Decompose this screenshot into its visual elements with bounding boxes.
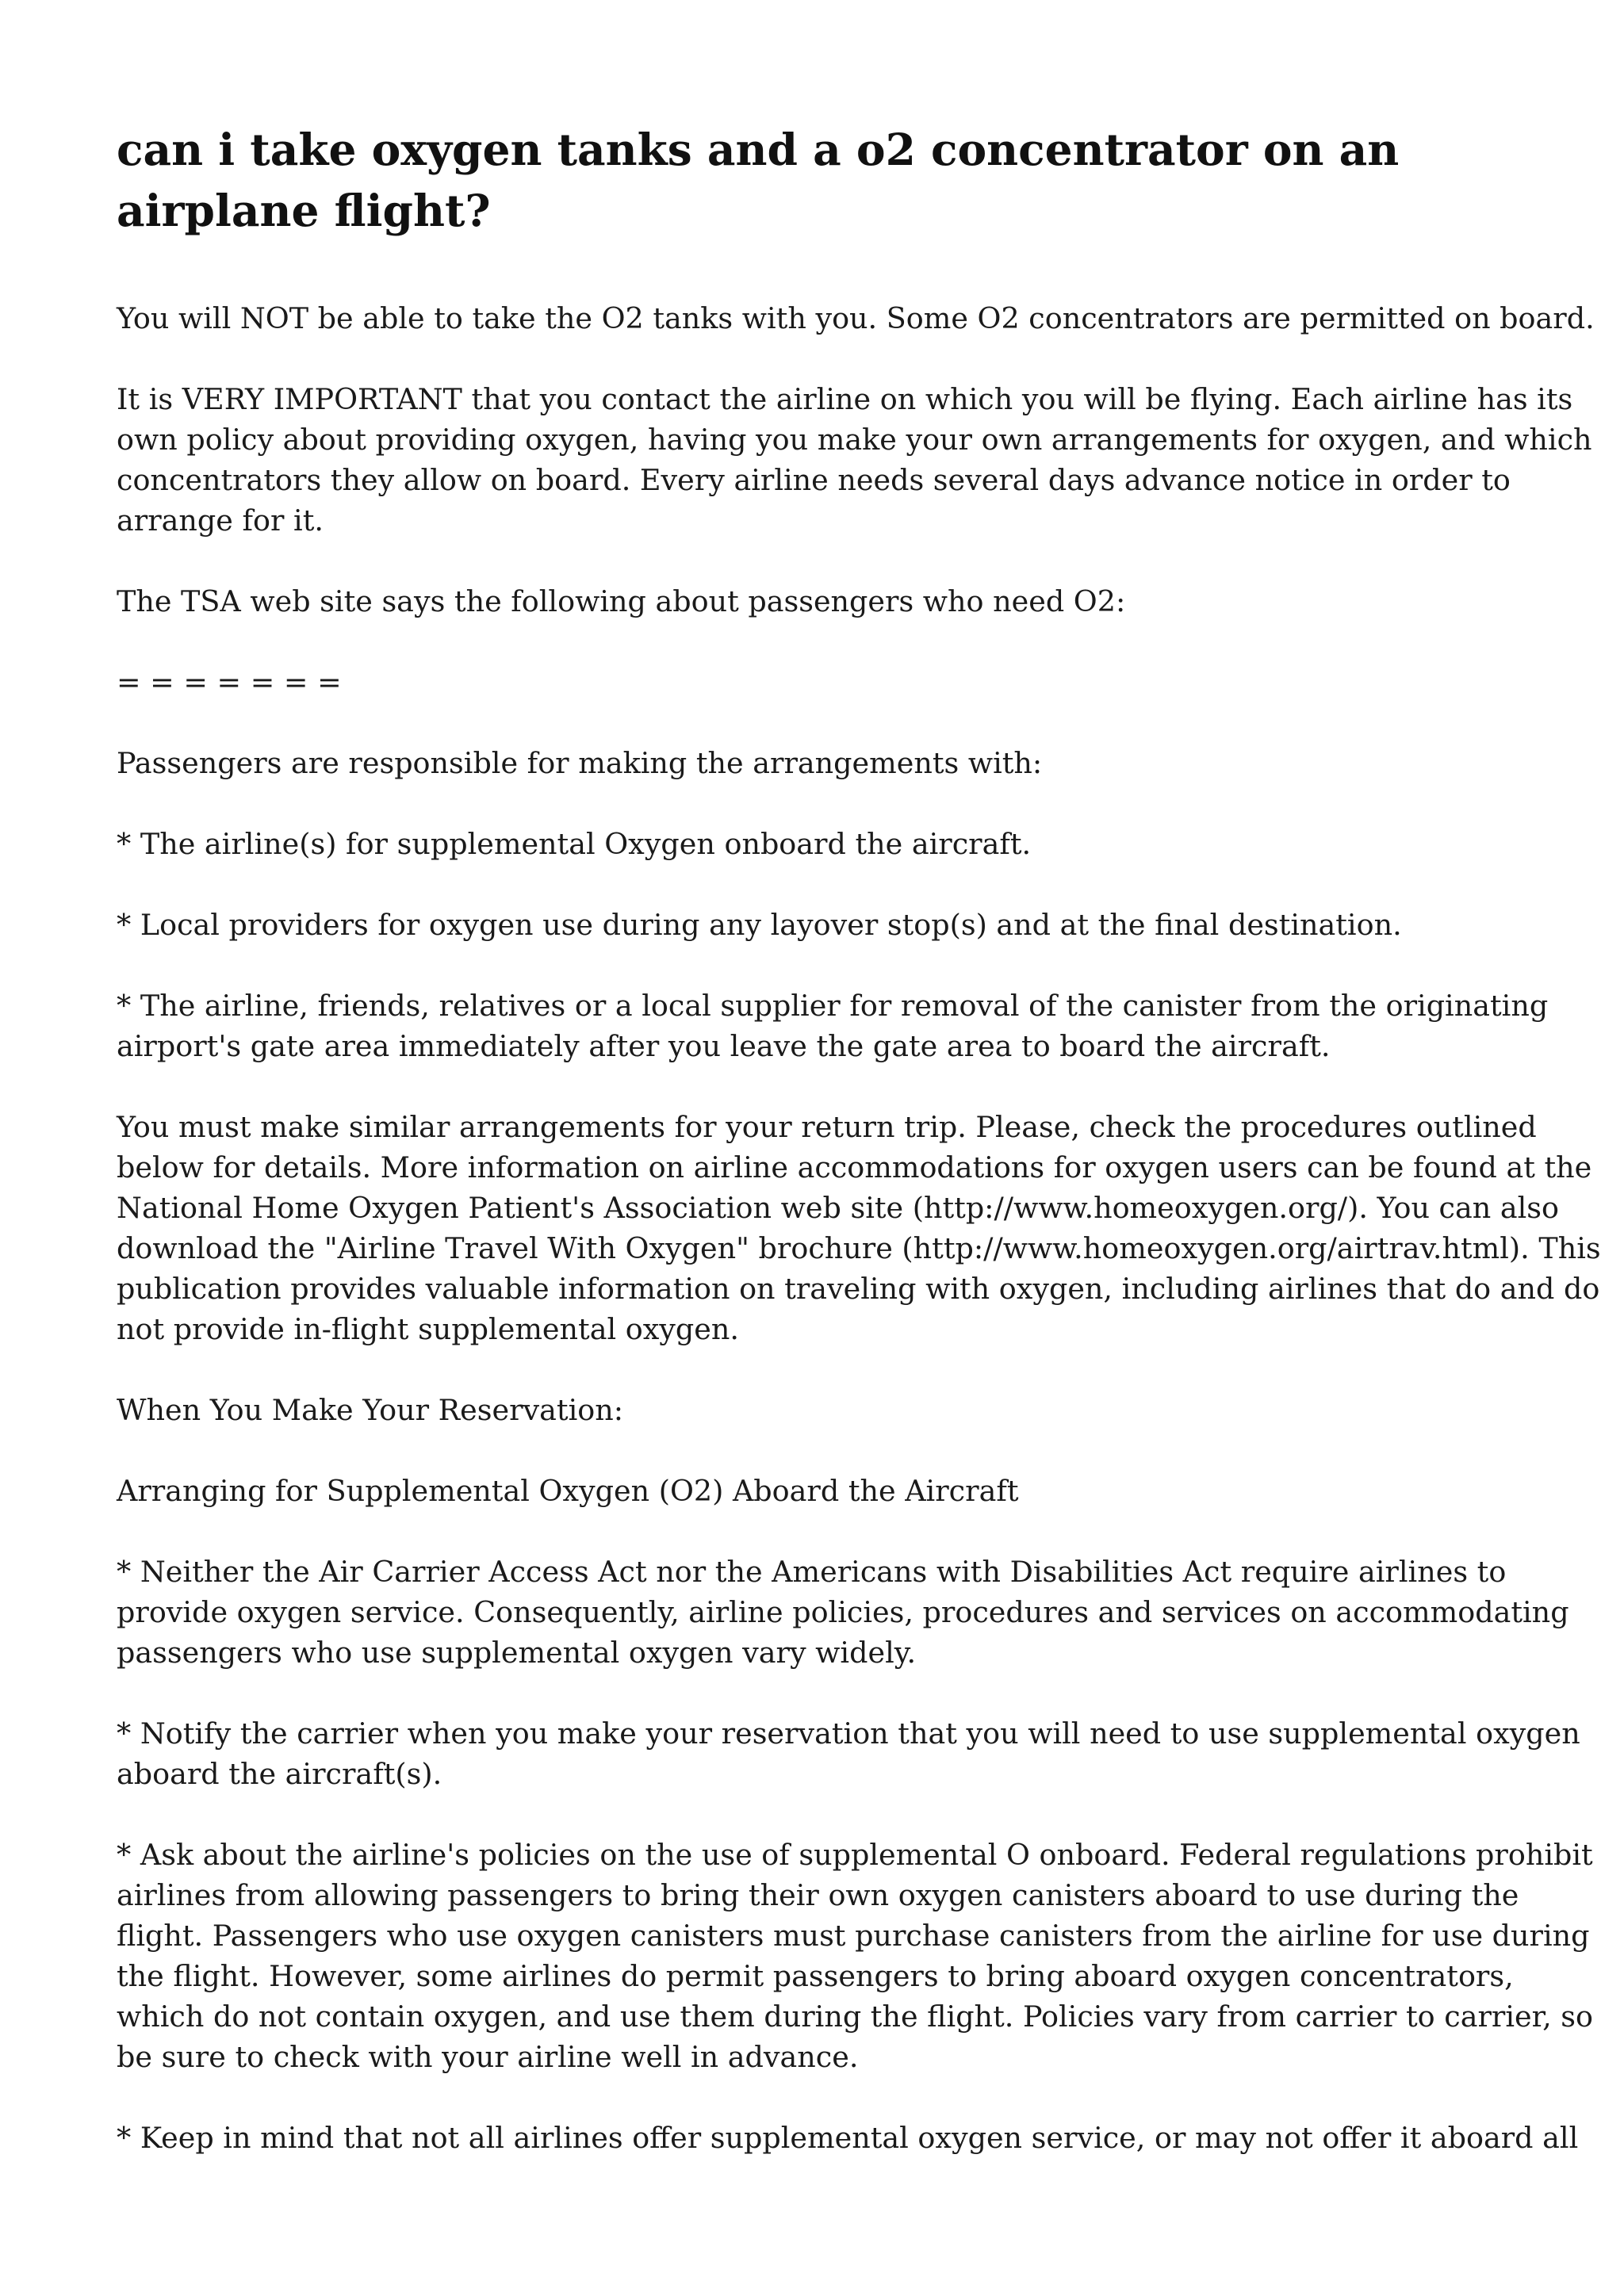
text-line: The TSA web site says the following about passengers who need O2: [117,584,1126,618]
text-line: * Notify the carrier when you make your reservation that you will need to use supplemental oxygen [117,1716,1580,1751]
text-line: airlines from allowing passengers to bring their own oxygen canisters aboard to use during the [117,1878,1519,1912]
section-heading [117,1390,1528,1430]
text-line: You must make similar arrangements for your return trip. Please, check the procedures outlined [117,1110,1537,1144]
text-line: National Home Oxygen Patient's Association web site (http://www.homeoxygen.org/). You can also [117,1191,1560,1225]
text-line: * The airline(s) for supplemental Oxygen onboard the aircraft. [117,827,1032,861]
text-line: * Local providers for oxygen use during any layover stop(s) and at the final destination. [117,908,1402,942]
text-line: When You Make Your Reservation: [117,1393,624,1427]
title-line: airplane flight? [117,185,491,236]
text-line: * The airline, friends, relatives or a local supplier for removal of the canister from the originating [117,989,1549,1023]
bullet-item [117,824,1528,864]
text-line: be sure to check with your airline well in advance. [117,2040,859,2074]
text-line: * Ask about the airline's policies on the use of supplemental O onboard. Federal regulations prohibit [117,1838,1593,1872]
bullet-item [117,2118,1579,2158]
text-line: concentrators they allow on board. Every airline needs several days advance notice in order to [117,463,1511,497]
text-line: provide oxygen service. Consequently, airline policies, procedures and services on accommodating [117,1595,1569,1629]
text-line: arrange for it. [117,503,324,538]
separator-line [117,662,1528,702]
text-line: aboard the aircraft(s). [117,1757,442,1791]
bullet-item [117,1835,1593,2077]
text-line: which do not contain oxygen, and use them during the flight. Policies vary from carrier to carrier, so [117,1999,1593,2034]
document-page [117,119,1601,2198]
text-line: = = = = = = = [117,665,342,699]
document-body [117,298,1601,2158]
text-line: not provide in-flight supplemental oxygen. [117,1312,739,1346]
text-line: Passengers are responsible for making the arrangements with: [117,746,1043,780]
bullet-item [117,1552,1569,1673]
text-line: It is VERY IMPORTANT that you contact the airline on which you will be flying. Each airline has its [117,382,1573,416]
text-line: flight. Passengers who use oxygen canisters must purchase canisters from the airline for use during [117,1919,1590,1953]
text-line: * Keep in mind that not all airlines offer supplemental oxygen service, or may not offer it aboard all [117,2121,1579,2155]
text-line: the flight. However, some airlines do permit passengers to bring aboard oxygen concentrators, [117,1959,1514,1993]
paragraph [117,298,1595,339]
text-line: You will NOT be able to take the O2 tanks with you. Some O2 concentrators are permitted on board. [117,301,1595,335]
text-line: own policy about providing oxygen, having you make your own arrangements for oxygen, and which [117,423,1592,457]
title-line: can i take oxygen tanks and a o2 concentrator on an [117,124,1400,175]
bullet-item [117,1713,1580,1794]
bullet-item [117,905,1528,945]
text-line: publication provides valuable information on traveling with oxygen, including airlines that do and do [117,1272,1600,1306]
paragraph [117,743,1528,783]
text-line: * Neither the Air Carrier Access Act nor the Americans with Disabilities Act require airlines to [117,1555,1507,1589]
document-title [117,119,1528,241]
text-line: below for details. More information on airline accommodations for oxygen users can be found at the [117,1150,1592,1184]
paragraph [117,581,1528,622]
text-line: Arranging for Supplemental Oxygen (O2) Aboard the Aircraft [117,1474,1019,1508]
text-line: passengers who use supplemental oxygen vary widely. [117,1636,917,1670]
text-line: download the "Airline Travel With Oxygen" brochure (http://www.homeoxygen.org/airtrav.html). This [117,1231,1601,1265]
section-heading [117,1471,1528,1511]
paragraph [117,1107,1601,1349]
bullet-item [117,985,1549,1066]
text-line: airport's gate area immediately after you leave the gate area to board the aircraft. [117,1029,1331,1063]
paragraph [117,379,1592,541]
